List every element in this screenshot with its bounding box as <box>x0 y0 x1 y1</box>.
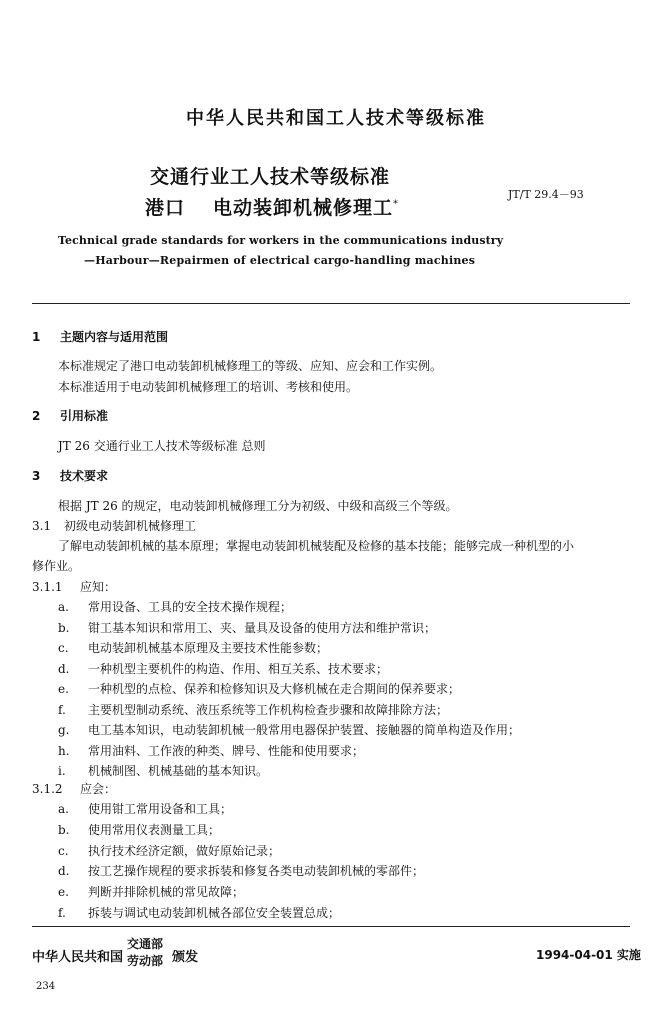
subsection-3-1-para-cont: 修作业。 <box>32 559 81 573</box>
list-item <box>58 842 280 859</box>
section-3-heading <box>32 467 108 484</box>
list-item-marker: g. <box>58 723 70 737</box>
effective-date: 1994-04-01 实施 <box>536 948 641 962</box>
section-title: 引用标准 <box>60 409 109 423</box>
subsection-3-1-para: 了解电动装卸机械的基本原理；掌握电动装卸机械装配及检修的基本技能；能够完成一种机型的小 <box>58 539 575 553</box>
issuer-ministry-transport: 交通部 <box>127 937 164 951</box>
issuer-ministries <box>127 936 163 970</box>
subsection-3-1-heading <box>32 517 196 534</box>
list-item-text: 执行技术经济定额，做好原始记录； <box>88 843 281 858</box>
issue-verb: 颁发 <box>172 950 199 965</box>
issuer-country: 中华人民共和国 <box>32 950 124 965</box>
standard-number: JT/T 29.4－93 <box>508 188 584 201</box>
national-standard-heading: 中华人民共和国工人技术等级标准 <box>186 108 486 129</box>
list-item <box>58 762 268 779</box>
list-item-marker: e. <box>58 885 69 900</box>
list-item <box>58 883 244 900</box>
list-item-marker: e. <box>58 682 69 696</box>
list-item-text: 拆装与调试电动装卸机械各部位安全装置总成； <box>88 906 341 920</box>
list-item-marker: f. <box>58 702 66 717</box>
section-3-para-1: 根据 JT 26 的规定，电动装卸机械修理工分为初级、中级和高级三个等级。 <box>58 499 458 513</box>
list-item <box>58 639 328 656</box>
english-title-line1: Technical grade standards for workers in the communications industry <box>58 234 504 247</box>
list-item-text: 使用钳工常用设备和工具； <box>88 802 233 816</box>
section-1-para-2: 本标准适用于电动装卸机械修理工的培训、考核和使用。 <box>58 380 359 394</box>
list-item-marker: f. <box>58 906 66 920</box>
list-item-text: 钳工基本知识和常用工、夹、量具及设备的使用方法和维护常识； <box>88 620 437 635</box>
list-item-text: 常用设备、工具的安全技术操作规程； <box>88 600 293 614</box>
standard-title-line1: 交通行业工人技术等级标准 <box>150 166 391 188</box>
list-item-marker: d. <box>58 661 70 676</box>
list-item <box>58 680 460 697</box>
subsection-title: 应会： <box>80 782 117 796</box>
section-number: 3 <box>32 469 41 483</box>
list-item <box>58 904 340 921</box>
list-item-marker: b. <box>58 822 70 837</box>
list-item-text: 按工艺操作规程的要求拆装和修复各类电动装卸机械的零部件； <box>88 864 425 879</box>
list-item <box>58 660 388 677</box>
list-item-text: 电动装卸机械基本原理及主要技术性能参数； <box>88 641 329 655</box>
subsection-title: 应知： <box>80 580 117 594</box>
header-divider <box>32 303 630 304</box>
subsection-3-1-2-heading <box>32 780 116 797</box>
list-item-marker: a. <box>58 600 69 614</box>
title-port: 港口 <box>145 197 186 219</box>
list-item <box>58 619 436 636</box>
section-number: 2 <box>32 409 41 423</box>
section-1-para-1: 本标准规定了港口电动装卸机械修理工的等级、应知、应会和工作实例。 <box>58 359 443 373</box>
list-item-marker: h. <box>58 743 70 758</box>
section-title: 技术要求 <box>60 469 109 483</box>
list-item <box>58 701 448 718</box>
list-item-text: 机械制图、机械基础的基本知识。 <box>88 764 269 778</box>
subsection-3-1-1-heading <box>32 578 116 595</box>
footer-divider <box>32 926 630 927</box>
list-item-marker: b. <box>58 620 70 635</box>
section-number: 1 <box>32 330 41 344</box>
list-item <box>58 742 364 759</box>
english-title-line2: —Harbour—Repairmen of electrical cargo-handling machines <box>84 254 476 267</box>
list-item <box>58 800 232 817</box>
standard-title-line2 <box>145 193 399 220</box>
list-item-text: 常用油料、工作液的种类、牌号、性能和使用要求； <box>88 743 365 758</box>
section-title: 主题内容与适用范围 <box>60 330 169 344</box>
subsection-title: 初级电动装卸机械修理工 <box>64 519 197 533</box>
section-2-heading <box>32 407 108 424</box>
section-1-heading <box>32 328 168 345</box>
list-item-text: 一种机型主要机件的构造、作用、相互关系、技术要求； <box>88 661 389 676</box>
list-item-marker: c. <box>58 843 69 858</box>
list-item-text: 主要机型制动系统、液压系统等工作机构检查步骤和故障排除方法； <box>88 702 449 717</box>
list-item-marker: d. <box>58 864 70 879</box>
list-item <box>58 598 292 615</box>
subsection-number: 3.1 <box>32 519 52 533</box>
title-footnote-mark: * <box>393 198 400 210</box>
subsection-number: 3.1.2 <box>32 782 63 796</box>
list-item-text: 一种机型的点检、保养和检修知识及大修机械在走合期间的保养要求； <box>88 682 461 696</box>
title-occupation: 电动装卸机械修理工 <box>213 197 394 219</box>
list-item <box>58 862 424 879</box>
subsection-number: 3.1.1 <box>32 580 63 594</box>
list-item-marker: a. <box>58 802 69 816</box>
list-item-text: 电工基本知识，电动装卸机械一般常用电器保护装置、接触器的简单构造及作用； <box>88 723 521 737</box>
list-item-text: 判断并排除机械的常见故障； <box>88 885 245 900</box>
list-item <box>58 721 520 738</box>
section-2-para-1: JT 26 交通行业工人技术等级标准 总则 <box>58 439 266 453</box>
list-item-marker: c. <box>58 641 69 655</box>
list-item-text: 使用常用仪表测量工具； <box>88 822 221 837</box>
list-item <box>58 821 220 838</box>
issuer-ministry-labour: 劳动部 <box>127 954 164 968</box>
list-item-marker: i. <box>58 764 66 778</box>
page-number: 234 <box>36 981 56 992</box>
